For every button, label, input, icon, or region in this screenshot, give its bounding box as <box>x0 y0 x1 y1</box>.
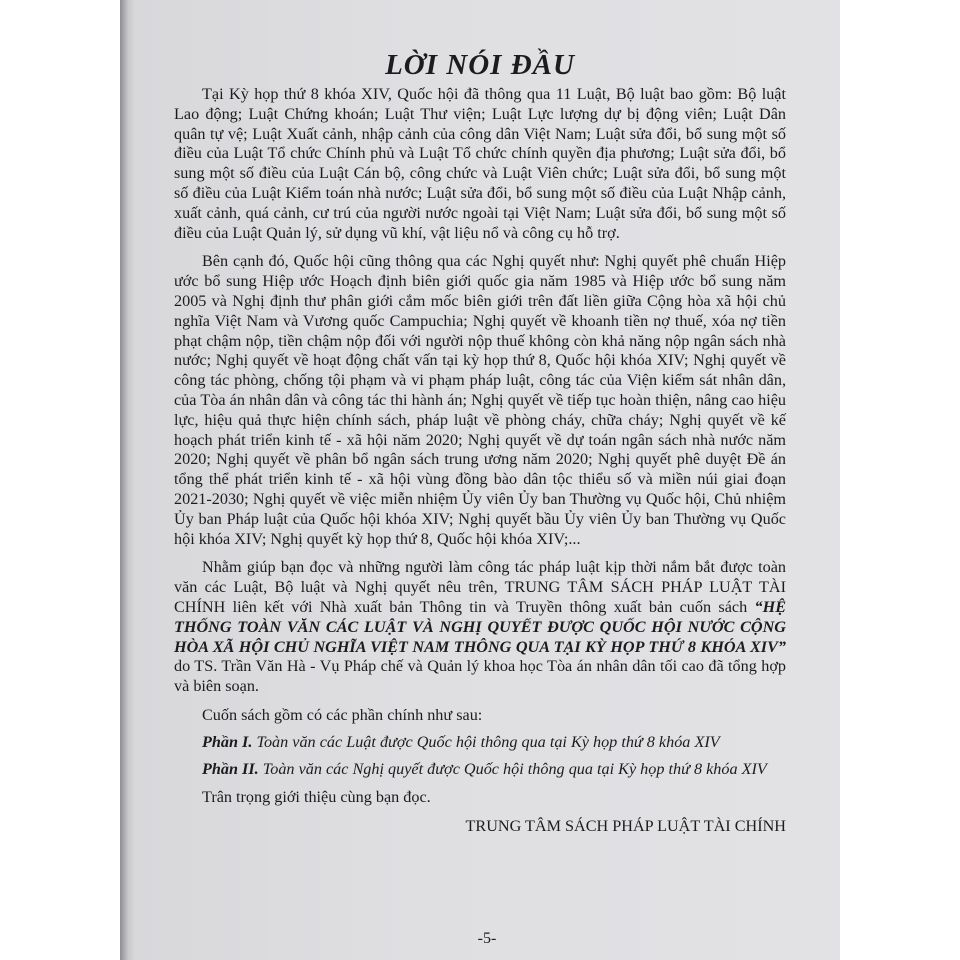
paragraph-laws: Tại Kỳ họp thứ 8 khóa XIV, Quốc hội đã thông qua 11 Luật, Bộ luật bao gồm: Bộ luật Lao động; Luật Chứng khoán; Luật Thư viện; Luật Lực lượng dự bị động viên; Luật Dân quân tự vệ; Luật Xuất cảnh, nhập cảnh của công dân Việt Nam; Luật sửa đổi, bổ sung một số điều của Luật Tổ chức Chính phủ và Luật Tổ chức chính quyền địa phương; Luật sửa đổi, bổ sung một số điều của Luật Cán bộ, công chức và Luật Viên chức; Luật sửa đổi, bổ sung một số điều của Luật Kiểm toán nhà nước; Luật sửa đổi, bổ sung một số điều của Luật Nhập cảnh, xuất cảnh, quá cảnh, cư trú của người nước ngoài tại Việt Nam; Luật sửa đổi, bổ sung một số điều của Luật Quản lý, sử dụng vũ khí, vật liệu nổ và công cụ hỗ trợ. <box>174 85 786 242</box>
part-1-label: Phần I. <box>202 732 253 751</box>
right-margin <box>840 0 960 960</box>
closing-line: Trân trọng giới thiệu cùng bạn đọc. <box>202 788 431 807</box>
part-2-text: Toàn văn các Nghị quyết được Quốc hội thông qua tại Kỳ họp thứ 8 khóa XIV <box>258 759 767 778</box>
page-number: -5- <box>477 930 497 947</box>
paragraph-contents: Cuốn sách gồm có các phần chính như sau: <box>202 705 483 724</box>
left-margin <box>0 0 120 960</box>
intro-text: Nhằm giúp bạn đọc và những người làm công tác pháp luật kịp thời nắm bắt được toàn văn các Luật, Bộ luật và Nghị quyết nêu trên, TRUNG TÂM SÁCH PHÁP LUẬT TÀI CHÍNH liên kết với Nhà xuất bản Thông tin và Truyền thông xuất bản cuốn sách <box>174 558 786 616</box>
page-title: LỜI NÓI ĐẦU <box>385 49 575 81</box>
footer <box>134 0 840 960</box>
intro-author: do TS. Trần Văn Hà - Vụ Pháp chế và Quản lý khoa học Tòa án nhân dân tối cao đã tổng hợp và biên soạn. <box>174 657 786 696</box>
part-2-label: Phần II. <box>202 759 259 778</box>
signature: TRUNG TÂM SÁCH PHÁP LUẬT TÀI CHÍNH <box>465 817 786 836</box>
paragraph-resolutions: Bên cạnh đó, Quốc hội cũng thông qua các Nghị quyết như: Nghị quyết phê chuẩn Hiệp ước bổ sung Hiệp ước Hoạch định biên giới quốc gia năm 1985 và Hiệp ước bổ sung năm 2005 và Nghị định thư phân giới cắm mốc biên giới trên đất liền giữa Cộng hòa xã hội chủ nghĩa Việt Nam và Vương quốc Campuchia; Nghị quyết về khoanh tiền nợ thuế, xóa nợ tiền phạt chậm nộp, tiền chậm nộp đối với người nộp thuế không còn khả năng nộp ngân sách nhà nước; Nghị quyết về hoạt động chất vấn tại kỳ họp thứ 8, Quốc hội khóa XIV; Nghị quyết về công tác phòng, chống tội phạm và vi phạm pháp luật, công tác của Viện kiểm sát nhân dân, của Tòa án nhân dân và công tác thi hành án; Nghị quyết về tiếp tục hoàn thiện, nâng cao hiệu lực, hiệu quả thực hiện chính sách, pháp luật về phòng cháy, chữa cháy; Nghị quyết về kế hoạch phát triển kinh tế - xã hội năm 2020; Nghị quyết về dự toán ngân sách nhà nước năm 2020; Nghị quyết về phân bổ ngân sách trung ương năm 2020; Nghị quyết phê duyệt Đề án tổng thể phát triển kinh tế - xã hội vùng đồng bào dân tộc thiểu số và miền núi giai đoạn 2021-2030; Nghị quyết về việc miễn nhiệm Ủy viên Ủy ban Thường vụ Quốc hội, Chủ nhiệm Ủy ban Pháp luật của Quốc hội khóa XIV; Nghị quyết bầu Ủy viên Ủy ban Thường vụ Quốc hội khóa XIV; Nghị quyết kỳ họp thứ 8, Quốc hội khóa XIV;... <box>174 252 786 548</box>
part-1-text: Toàn văn các Luật được Quốc hội thông qua tại Kỳ họp thứ 8 khóa XIV <box>252 732 720 751</box>
book-title: “HỆ THỐNG TOÀN VĂN CÁC LUẬT VÀ NGHỊ QUYẾT ĐƯỢC QUỐC HỘI NƯỚC CỘNG HÒA XÃ HỘI CHỦ NGHĨA VIỆT NAM THÔNG QUA TẠI KỲ HỌP THỨ 8 KHÓA XIV” <box>174 597 786 656</box>
page-shadow <box>120 0 134 960</box>
